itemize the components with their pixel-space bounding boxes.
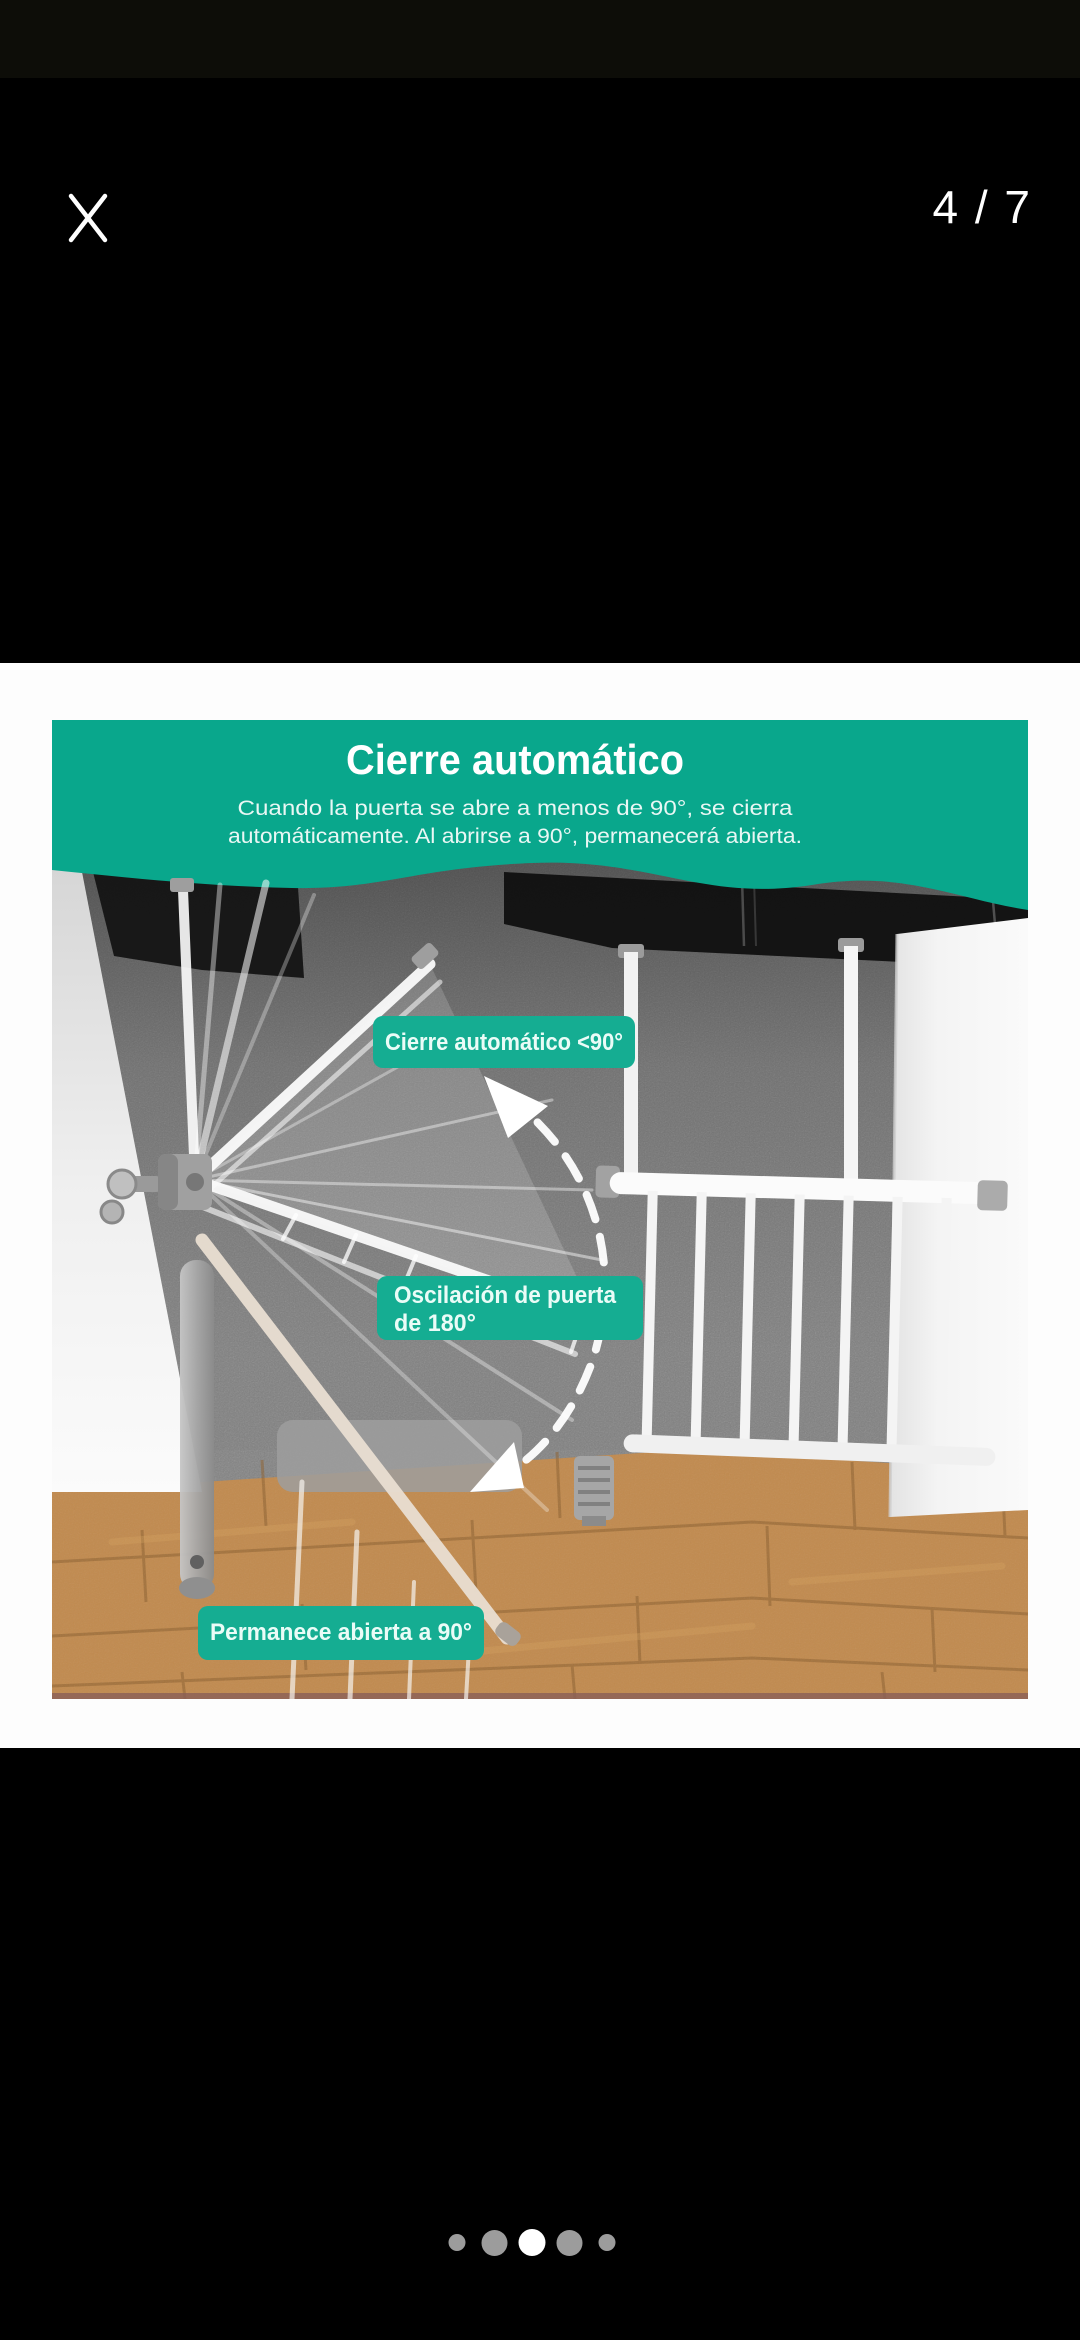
product-image-illustration <box>52 720 1028 1699</box>
pagination-dot-active[interactable] <box>519 2229 546 2256</box>
badge-swing-180-line1: Oscilación de puerta <box>394 1282 617 1309</box>
pagination-dots[interactable] <box>449 2229 616 2256</box>
badge-swing-180-line2: de 180° <box>394 1310 476 1337</box>
gate-latch <box>574 1456 614 1526</box>
card-subtitle-line1: Cuando la puerta se abre a menos de 90°, se cierra <box>237 797 793 820</box>
right-wall <box>890 918 1028 1517</box>
status-bar <box>0 0 1080 78</box>
product-image[interactable] <box>52 720 1028 1699</box>
pagination-dot[interactable] <box>557 2230 583 2256</box>
pagination-dot[interactable] <box>449 2234 466 2251</box>
card-subtitle-line2: automáticamente. Al abrirse a 90°, permanecerá abierta. <box>228 825 802 848</box>
pagination-dot[interactable] <box>599 2234 616 2251</box>
close-button[interactable] <box>56 186 120 250</box>
pagination-dot[interactable] <box>482 2230 508 2256</box>
badge-stays-open-label: Permanece abierta a 90° <box>210 1619 472 1646</box>
close-icon <box>56 186 120 250</box>
card-title: Cierre automático <box>346 736 684 783</box>
badge-auto-close-label: Cierre automático <90° <box>385 1029 623 1056</box>
page-counter: 4 / 7 <box>932 181 1032 233</box>
